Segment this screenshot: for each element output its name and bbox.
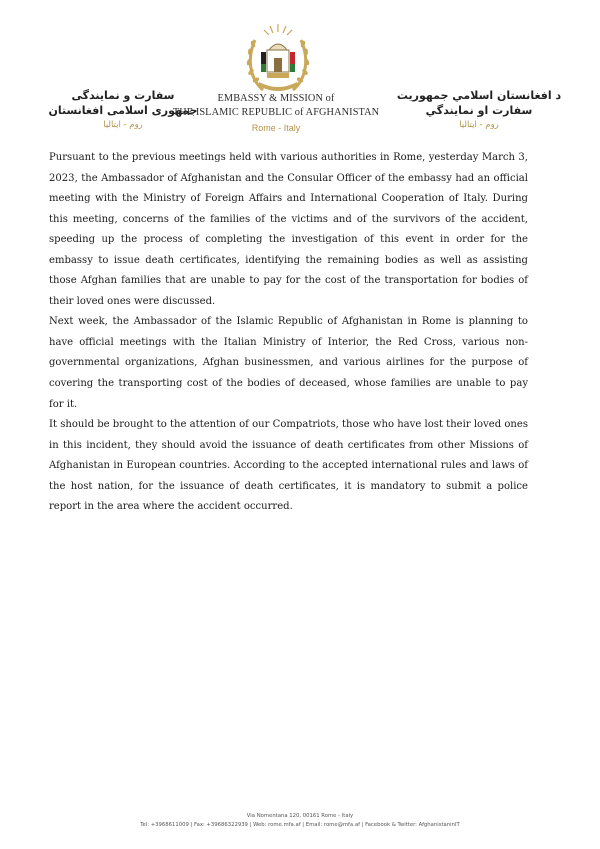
- english-city: Rome - Italy: [251, 123, 301, 133]
- paragraph-2: Next week, the Ambassador of the Islamic Republic of Afghanistan in Rome is planning to have official meetings with the Italian Ministry of Interior, the Red Cross, various non-governmental organizations, Afghan businessmen, and various airlines for the purpose of covering the transporting cost of the bodies of deceased, whose families are unable to pay for it.: [49, 316, 528, 410]
- paragraph-3: It should be brought to the attention of our Compatriots, those who have lost their loved ones in this incident, they should avoid the issuance of death certificates from other Missions of Afghanistan in European countries. According to the accepted international rules and laws of the host nation, for the issuance of death certificates, it is mandatory to submit a police report in the area where the accident occurred.: [49, 419, 528, 513]
- dari-name-line2: جمهوری اسلامی افغانستان: [48, 104, 198, 117]
- pashto-name-line1: د افغانستان اسلامي جمهوریت: [396, 89, 562, 102]
- english-name-line1: EMBASSY & MISSION of: [217, 93, 335, 104]
- dari-city: روم - ایتالیا: [103, 120, 143, 130]
- footer: [0, 812, 600, 830]
- paragraph-1: Pursuant to the previous meetings held with various authorities in Rome, yesterday March 3, 2023, the Ambassador of Afghanistan and the Consular Officer of the embassy had an official meeting with the Ministry of Foreign Affairs and International Cooperation of Italy. During this meeting, concerns of the families of the victims and of the survivors of the accident, speeding up the process of completing the investigation of this event in order for the embassy to issue death certificates, identifying the remaining bodies as well as assisting those Afghan families that are unable to pay for the cost of the transportation for bodies of their loved ones were discussed.: [49, 152, 528, 307]
- english-name-block: [168, 92, 384, 136]
- letterhead: [0, 0, 600, 140]
- dari-name-line1: سفارت و نمایندگی: [71, 89, 175, 102]
- pashto-name-block: [394, 88, 564, 132]
- afghanistan-national-emblem-icon: [243, 22, 313, 98]
- pashto-city: روم - ایتالیا: [459, 120, 499, 130]
- footer-address: Via Nomentana 120, 00161 Rome - Italy: [246, 813, 354, 819]
- english-name-line2: THE ISLAMIC REPUBLIC of AFGHANISTAN: [172, 107, 380, 118]
- document-body: [49, 148, 528, 518]
- footer-contacts: Tel: +3968611009 | Fax: +39686322939 | Web: rome.mfa.af | Email: rome@mfa.af | Facebook & Twitter: AfghanistaninIT: [140, 822, 460, 828]
- pashto-name-line2: سفارت او نمايندگي: [425, 104, 533, 117]
